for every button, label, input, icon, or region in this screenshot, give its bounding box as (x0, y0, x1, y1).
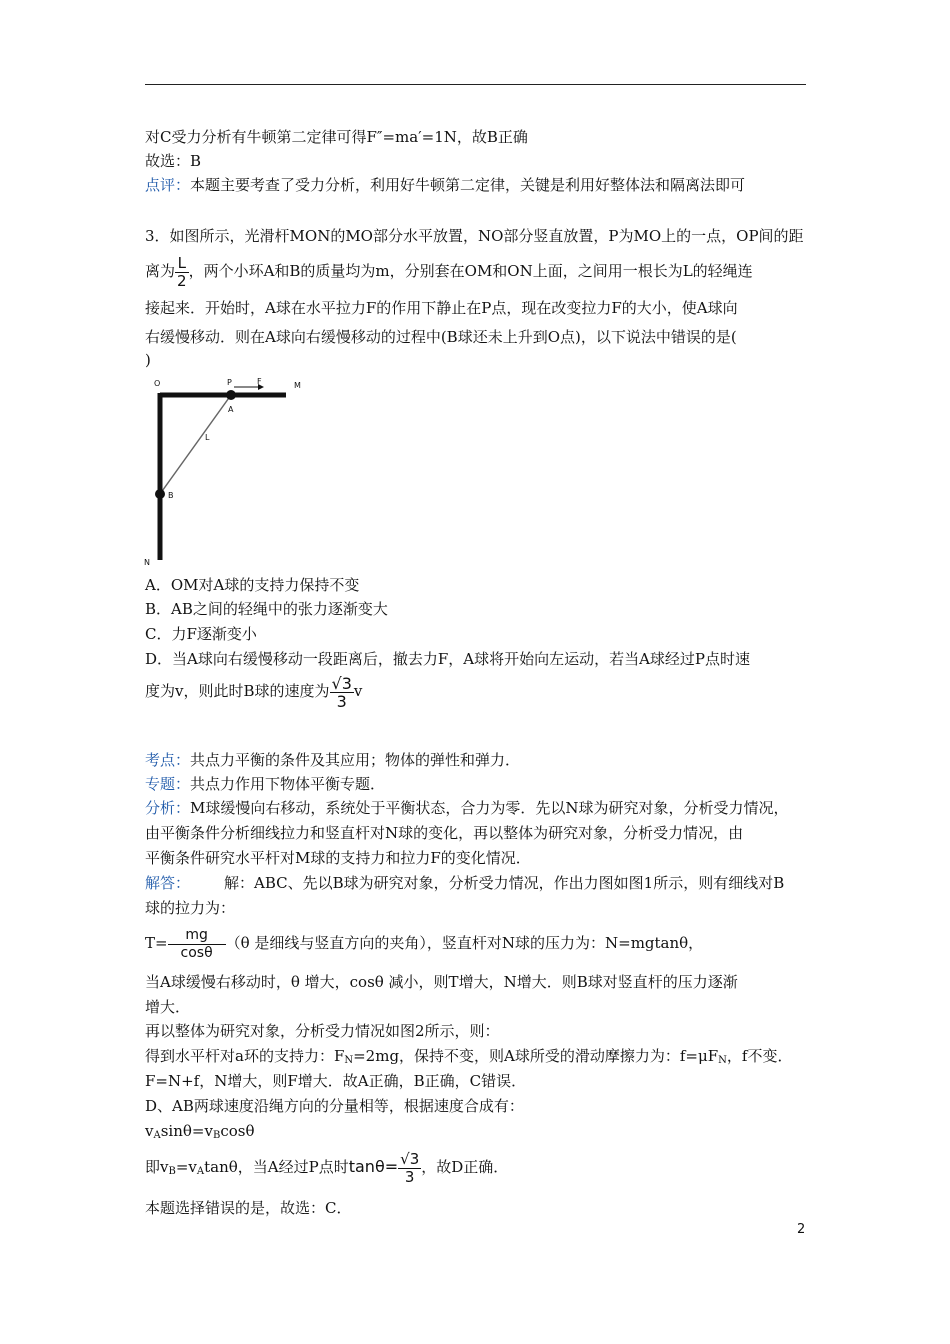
label-f: F (257, 377, 262, 386)
fraction-numerator: L (175, 255, 189, 273)
tension-formula-line (145, 923, 703, 963)
text-line: 对C受力分析有牛顿第二定律可得F″=ma′=1N，故B正确 (145, 128, 528, 146)
option-b: B．AB之间的轻绳中的张力逐渐变大 (145, 600, 388, 618)
solution-text: =2mg，保持不变，则A球所受的滑动摩擦力为：f=μF (353, 1047, 719, 1065)
label-b: B (168, 491, 174, 500)
label-m: M (294, 381, 301, 390)
fraction-l-over-2 (175, 255, 189, 290)
question-line-4: 右缓慢移动．则在A球向右缓慢移动的过程中(B球还未上升到O点)，以下说法中错误的是( (145, 328, 737, 346)
solution-line-5: F=N+f，N增大，则F增大．故A正确，B正确，C错误． (145, 1072, 527, 1090)
solution-text: =v (175, 1158, 197, 1176)
page-number: 2 (797, 1222, 806, 1237)
rod-diagram (140, 372, 320, 572)
fraction-numerator: √3 (331, 673, 352, 693)
option-d-line-2 (145, 672, 362, 710)
label-p: P (227, 378, 232, 387)
fraction-denominator: cosθ (180, 944, 213, 961)
kaodian-line (145, 750, 520, 770)
subscript: B (168, 1166, 176, 1177)
subscript: N (344, 1055, 354, 1066)
solution-line-3: 再以整体为研究对象，分析受力情况如图2所示，则： (145, 1022, 500, 1040)
jieda-line-1 (145, 873, 784, 893)
solution-line-2: 增大． (145, 998, 191, 1016)
solution-line-7 (145, 1121, 254, 1146)
label-a: A (228, 405, 234, 414)
kaodian-text: 共点力平衡的条件及其应用；物体的弹性和弹力． (190, 751, 521, 769)
jieda-label: 解答： (145, 874, 191, 892)
formula-text: T= (145, 934, 168, 952)
rope-line (160, 395, 231, 494)
fraction-sqrt3-over-3 (330, 675, 354, 710)
option-c: C．力F逐渐变小 (145, 625, 257, 643)
fenxi-line-2: 由平衡条件分析细线拉力和竖直杆对N球的变化，再以整体为研究对象，分析受力情况，由 (145, 824, 744, 842)
solution-line-8 (145, 1147, 508, 1192)
option-d-text: 度为v，则此时B球的速度为 (145, 682, 330, 700)
solution-line-4 (145, 1046, 792, 1071)
fraction-numerator: mg (168, 927, 226, 945)
label-o: O (154, 379, 161, 388)
solution-line-9: 本题选择错误的是，故选：C． (145, 1199, 352, 1217)
fraction-sqrt3-over-3 (398, 1151, 421, 1186)
question-line-3: 接起来．开始时，A球在水平拉力F的作用下静止在P点，现在改变拉力F的大小，使A球向 (145, 299, 738, 317)
review-text: 本题主要考查了受力分析，利用好牛顿第二定律，关键是利用好整体法和隔离法即可 (190, 176, 746, 194)
fraction-denominator: 3 (336, 691, 347, 711)
zhuanti-text: 共点力作用下物体平衡专题． (190, 775, 386, 793)
tan-expression: tanθ= (348, 1157, 399, 1176)
zhuanti-line (145, 774, 385, 794)
review-line (145, 175, 745, 195)
ring-b (155, 489, 165, 499)
fenxi-text: M球缓慢向右移动，系统处于平衡状态，合力为零．先以N球为研究对象，分析受力情况， (190, 799, 789, 817)
solution-text: ，f不变． (726, 1047, 793, 1065)
subscript: A (153, 1130, 161, 1141)
answer-line: 故选：B (145, 152, 202, 170)
solution-line-6: D、AB两球速度沿绳方向的分量相等，根据速度合成有： (145, 1097, 524, 1115)
fenxi-line-3: 平衡条件研究水平杆对M球的支持力和拉力F的变化情况． (145, 849, 531, 867)
subscript: B (212, 1130, 221, 1141)
review-label: 点评： (145, 176, 191, 194)
solution-text: sinθ=v (160, 1122, 213, 1140)
fraction-numerator: √3 (400, 1149, 420, 1168)
label-n: N (144, 558, 150, 567)
solution-line-1: 当A球缓慢右移动时，θ 增大，cosθ 减小，则T增大，N增大．则B球对竖直杆的压力逐渐 (145, 973, 738, 991)
ring-a (226, 390, 236, 400)
header-rule (145, 84, 806, 85)
question-line-2 (145, 254, 753, 290)
solution-text: ，故D正确． (421, 1158, 509, 1176)
question-text: 离为 (145, 262, 176, 280)
question-line-5: ) (145, 351, 151, 369)
solution-text: cosθ (220, 1122, 255, 1140)
subscript: A (196, 1166, 205, 1177)
kaodian-label: 考点： (145, 751, 191, 769)
fraction-denominator: 3 (404, 1167, 415, 1186)
solution-text: 即v (145, 1158, 169, 1176)
subscript: N (718, 1055, 727, 1066)
option-a: A．OM对A球的支持力保持不变 (145, 576, 360, 594)
fraction-mg-over-cos (168, 927, 226, 962)
label-l: L (205, 433, 210, 442)
question-line-1: 3．如图所示，光滑杆MON的MO部分水平放置，NO部分竖直放置，P为MO上的一点，OP间的距 (145, 227, 804, 245)
option-d-text: v (353, 682, 363, 700)
option-d-line-1: D．当A球向右缓慢移动一段距离后，撤去力F，A球将开始向左运动，若当A球经过P点时速 (145, 650, 751, 668)
solution-text: tanθ，当A经过P点时 (204, 1158, 349, 1176)
zhuanti-label: 专题： (145, 775, 191, 793)
question-text: ，两个小环A和B的质量均为m，分别套在OM和ON上面，之间用一根长为L的轻绳连 (188, 262, 753, 280)
solution-text: 得到水平杆对a环的支持力：F (145, 1047, 345, 1065)
jieda-line-2: 球的拉力为： (145, 899, 236, 917)
jieda-text: 解：ABC、先以B球为研究对象，分析受力情况，作出力图如图1所示，则有细线对B (224, 874, 785, 892)
fraction-denominator: 2 (177, 271, 187, 290)
solution-text: v (145, 1122, 154, 1140)
fenxi-label: 分析： (145, 799, 191, 817)
fenxi-line-1 (145, 798, 789, 818)
formula-text: （θ 是细线与竖直方向的夹角），竖直杆对N球的压力为：N=mgtanθ， (225, 934, 704, 952)
